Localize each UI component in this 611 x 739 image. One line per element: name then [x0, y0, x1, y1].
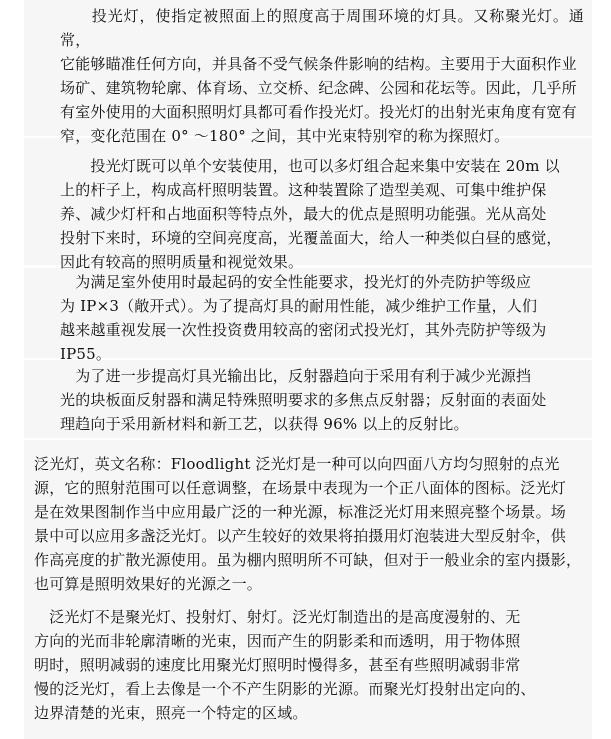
paragraph-installation	[60, 154, 584, 274]
text-line: 也可算是照明效果好的光源之一。	[34, 575, 263, 593]
text-line: 为了进一步提高灯具光输出比，反射器趋向于采用有利于减少光源挡	[60, 367, 532, 385]
paragraph-floodlight-omni	[34, 452, 584, 596]
paragraph-protection-grade	[60, 270, 584, 366]
paragraph-floodlight-vs-spotlight	[34, 605, 584, 725]
paragraph-floodlight-definition	[60, 4, 584, 148]
text-line: 窄，变化范围在 0° ～180° 之间，其中光束特别窄的称为探照灯。	[60, 127, 510, 145]
text-line: 因此有较高的照明质量和视觉效果。	[60, 253, 304, 271]
text-line: 泛光灯不是聚光灯、投射灯、射灯。泛光灯制造出的是高度漫射的、无	[34, 608, 521, 626]
text-line: 投射下来时，环境的空间亮度高，光覆盖面大，给人一种类似白昼的感觉，	[60, 229, 562, 247]
text-line: 光的块板面反射器和满足特殊照明要求的多焦点反射器；反射面的表面处	[60, 391, 547, 409]
text-line: 明时，照明减弱的速度比用聚光灯照明时慢得多，甚至有些照明减弱非常	[34, 656, 521, 674]
text-line: 为满足室外使用时最起码的安全性能要求，投光灯的外壳防护等级应	[60, 273, 532, 291]
text-line: 投光灯既可以单个安装使用，也可以多灯组合起来集中安装在 20m 以	[60, 157, 560, 175]
text-line: 是在效果图制作当中应用最广泛的一种光源，标准泛光灯用来照亮整个场景。场	[34, 503, 567, 521]
text-line: 方向的光而非轮廓清晰的光束，因而产生的阴影柔和而透明，用于物体照	[34, 632, 521, 650]
text-line: 场矿、建筑物轮廓、体育场、立交桥、纪念碑、公园和花坛等。因此，几乎所	[60, 79, 577, 97]
text-line: 景中可以应用多盏泛光灯。以产生较好的效果将拍摄用灯泡装进大型反射伞，供	[34, 527, 567, 545]
text-line: 为 IP×3（敞开式）。为了提高灯具的耐用性能，减少维护工作量，人们	[60, 297, 538, 315]
text-line: 边界清楚的光束，照亮一个特定的区域。	[34, 704, 308, 722]
text-line: 有室外使用的大面积照明灯具都可看作投光灯。投光灯的出射光束角度有宽有	[60, 103, 577, 121]
text-line: 慢的泛光灯，看上去像是一个不产生阴影的光源。而聚光灯投射出定向的、	[34, 680, 536, 698]
text-line: 它能够瞄准任何方向，并具备不受气候条件影响的结构。主要用于大面积作业	[60, 55, 577, 73]
text-line: 泛光灯，英文名称：Floodlight 泛光灯是一种可以向四面八方均匀照射的点光	[34, 455, 560, 473]
text-line: 源，它的照射范围可以任意调整，在场景中表现为一个正八面体的图标。泛光灯	[34, 479, 567, 497]
paragraph-reflector	[60, 364, 584, 436]
text-line: 养、减少灯杆和占地面积等特点外，最大的优点是照明功能强。光从高处	[60, 205, 547, 223]
text-line: IP55。	[60, 345, 112, 363]
text-line: 理趋向于采用新材料和新工艺，以获得 96% 以上的反射比。	[60, 415, 469, 433]
text-line: 越来越重视发展一次性投资费用较高的密闭式投光灯，其外壳防护等级为	[60, 321, 547, 339]
text-line: 投光灯，使指定被照面上的照度高于周围环境的灯具。又称聚光灯。通常，	[60, 7, 584, 49]
text-line: 作高亮度的扩散光源使用。虽为棚内照明所不可缺，但对于一般业余的室内摄影，	[34, 551, 582, 569]
text-line: 上的杆子上，构成高杆照明装置。这种装置除了造型美观、可集中维护保	[60, 181, 547, 199]
